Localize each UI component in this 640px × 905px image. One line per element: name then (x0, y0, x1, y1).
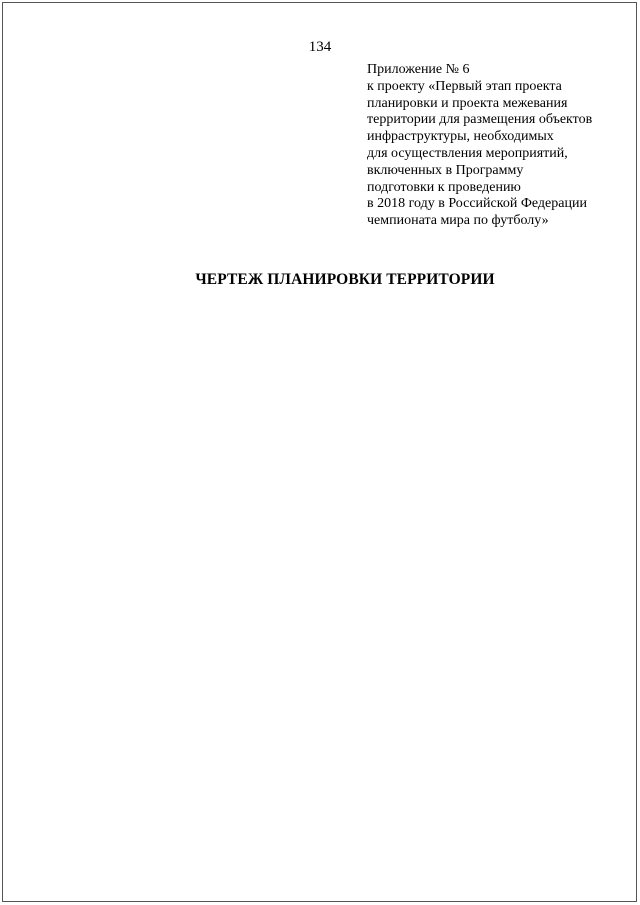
appendix-block (367, 62, 632, 230)
appendix-line: инфраструктуры, необходимых (367, 129, 554, 145)
appendix-line: планировки и проекта межевания (367, 95, 568, 111)
page-number: 134 (308, 39, 332, 55)
appendix-line: включенных в Программу (367, 162, 524, 178)
appendix-line: в 2018 году в Российской Федерации (367, 196, 587, 212)
appendix-line: чемпионата мира по футболу» (367, 213, 549, 229)
document-title: ЧЕРТЕЖ ПЛАНИРОВКИ ТЕРРИТОРИИ (195, 271, 495, 288)
appendix-line: территории для размещения объектов (367, 112, 593, 128)
appendix-line: Приложение № 6 (367, 62, 470, 77)
appendix-line: подготовки к проведению (367, 179, 521, 195)
appendix-line: для осуществления мероприятий, (367, 145, 568, 161)
appendix-line: к проекту «Первый этап проекта (367, 78, 562, 94)
